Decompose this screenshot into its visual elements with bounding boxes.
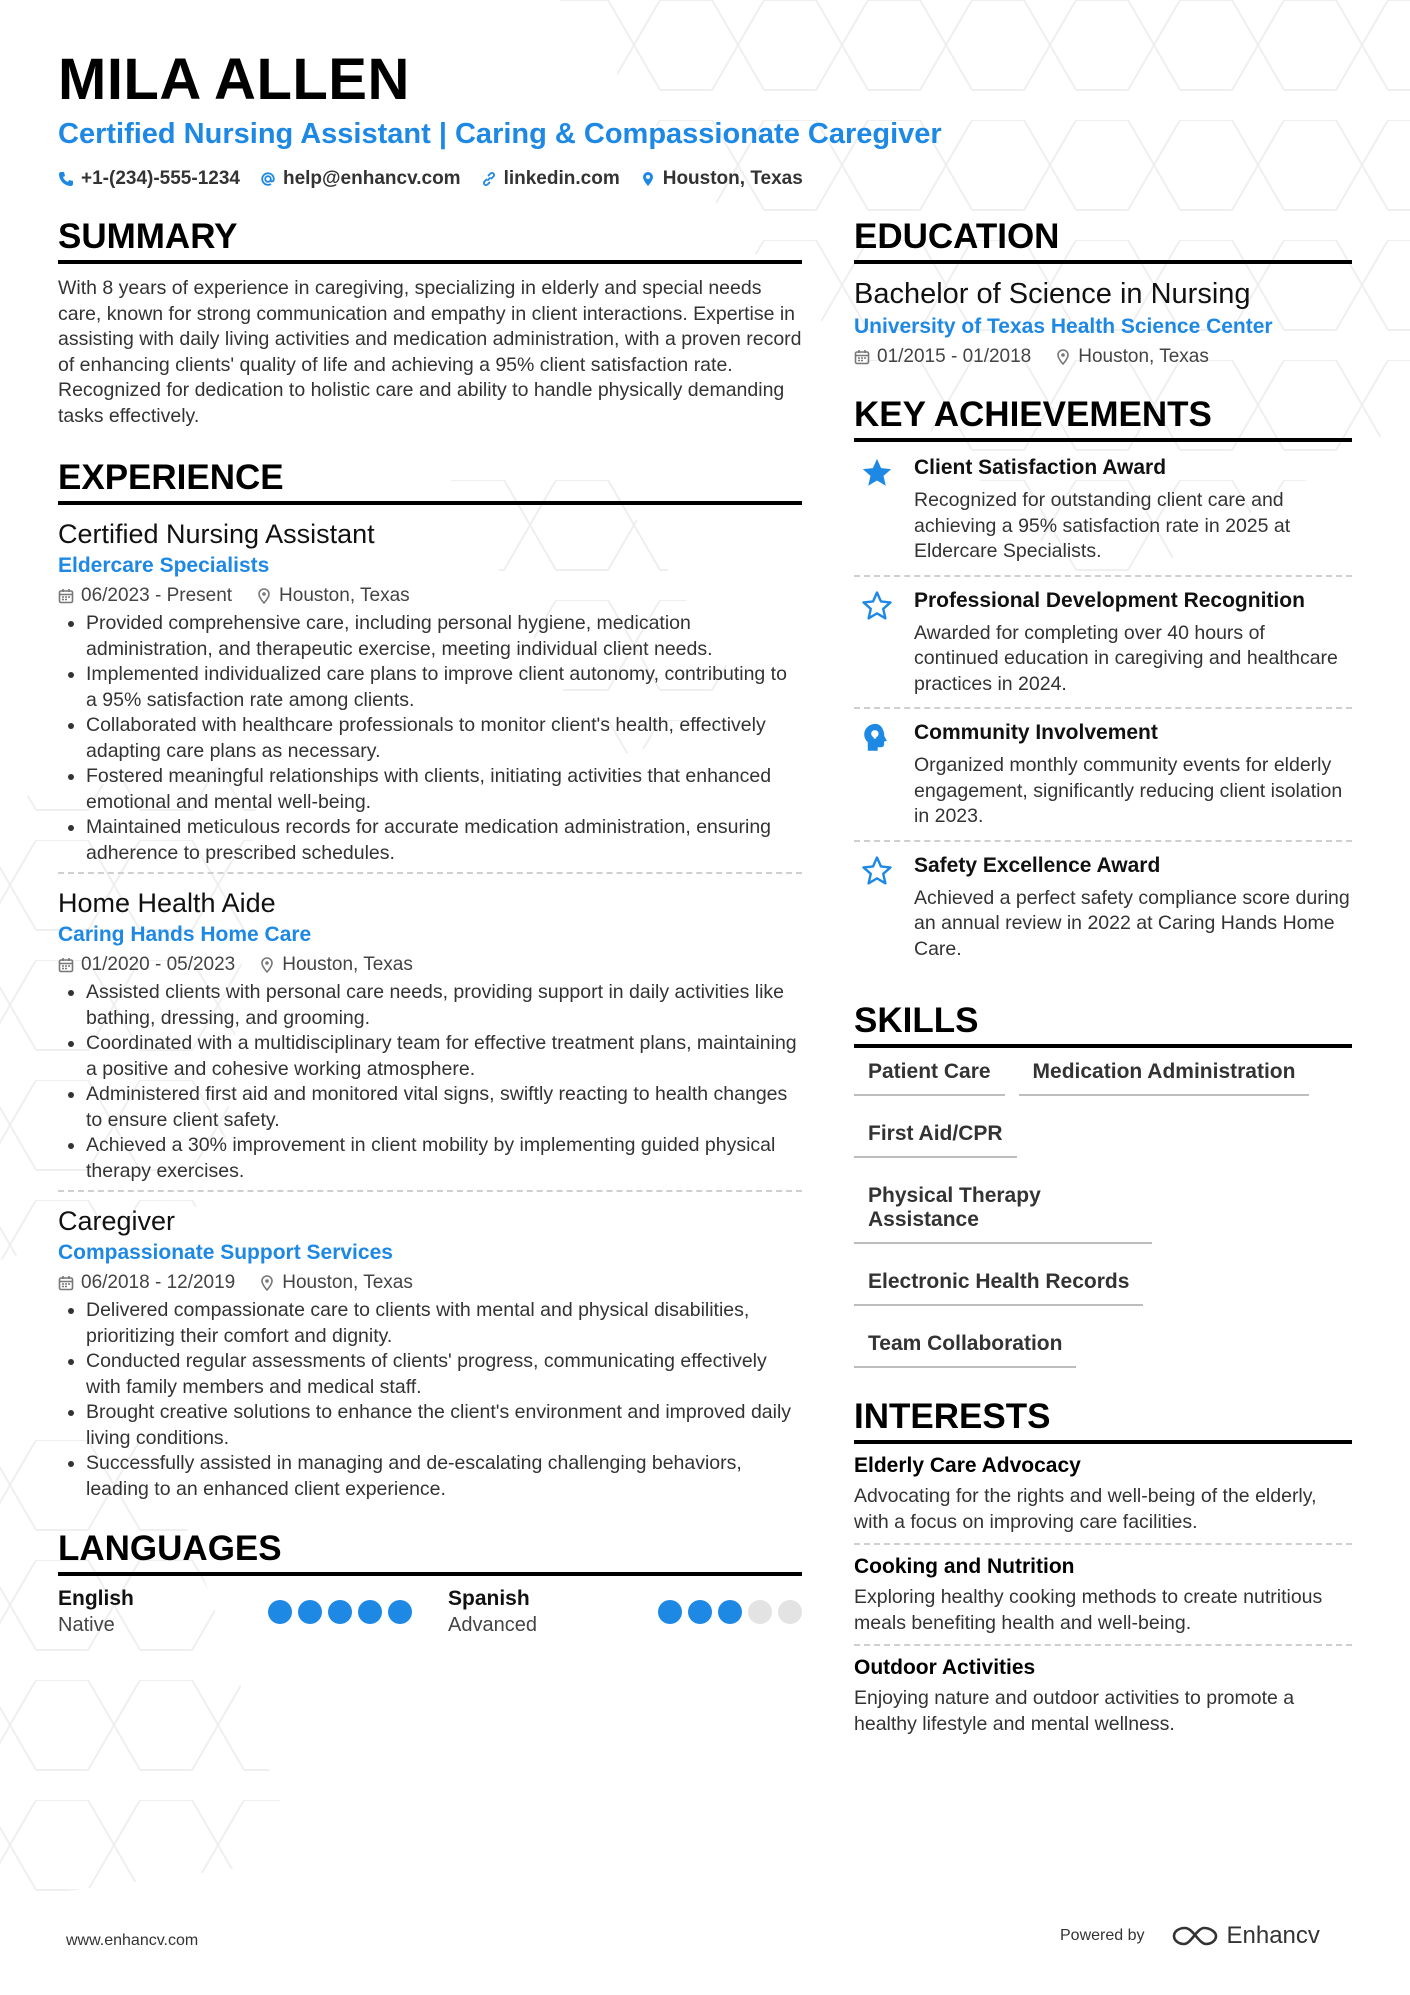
skills-list — [854, 1052, 1352, 1368]
star-filled-icon — [860, 456, 894, 490]
language-item — [58, 1586, 412, 1638]
location-pin-icon — [259, 1275, 275, 1291]
powered-by-label: Powered by — [1060, 1927, 1145, 1944]
location-pin-icon — [259, 957, 275, 973]
contact-linkedin-text: linkedin.com — [503, 168, 620, 189]
language-item — [448, 1586, 802, 1638]
education-title: EDUCATION — [854, 216, 1352, 264]
enhancv-logo[interactable] — [1171, 1922, 1320, 1950]
job-entry — [58, 1190, 802, 1508]
footer-website[interactable]: www.enhancv.com — [66, 1932, 199, 1949]
summary-text: With 8 years of experience in caregiving, specializing in elderly and special needs care, known for strong communication and empathy in client interactions. Expertise in assisting with daily living activities and medication administration, with a proven record of enhancing clients' quality of life and achieving a 95% client satisfaction rate. Recognized for dedication to holistic care and ability to handle physically demanding tasks effectively. — [58, 277, 802, 427]
interest-desc: Advocating for the rights and well-being of the elderly, with a focus on improving care facilities. — [854, 1485, 1317, 1533]
job-dates-text: 06/2018 - 12/2019 — [81, 1272, 236, 1293]
company-name: Caring Hands Home Care — [58, 923, 312, 946]
rating-dot-filled — [268, 1600, 292, 1624]
star-outline-icon — [860, 589, 894, 623]
job-meta — [58, 954, 802, 976]
interest-desc: Exploring healthy cooking methods to create nutritious meals benefiting health and well-being. — [854, 1586, 1323, 1634]
job-meta — [58, 1272, 802, 1294]
interest-item — [854, 1644, 1352, 1745]
achievement-desc: Recognized for outstanding client care and achieving a 95% satisfaction rate in 2025 at Eldercare Specialists. — [914, 489, 1291, 562]
language-info — [448, 1586, 537, 1638]
achievement-title: Safety Excellence Award — [914, 853, 1161, 877]
calendar-icon — [854, 349, 870, 365]
company-name: Eldercare Specialists — [58, 554, 270, 577]
contact-linkedin[interactable] — [481, 168, 620, 190]
calendar-icon — [58, 588, 74, 604]
job-location — [259, 954, 413, 976]
job-bullets — [58, 1298, 802, 1502]
education-dates — [854, 346, 1031, 368]
skills-title: SKILLS — [854, 1000, 1352, 1048]
degree-name: Bachelor of Science in Nursing — [854, 278, 1251, 310]
rating-dot-filled — [328, 1600, 352, 1624]
achievement-title: Professional Development Recognition — [914, 588, 1305, 612]
job-bullets — [58, 980, 802, 1184]
achievements-title: KEY ACHIEVEMENTS — [854, 394, 1352, 442]
rating-dot-filled — [688, 1600, 712, 1624]
rating-dot-empty — [748, 1600, 772, 1624]
job-dates — [58, 954, 235, 976]
candidate-name: MILA ALLEN — [58, 47, 410, 112]
job-bullet: • Conducted regular assessments of clients' progress, communicating effectively with family members and medical staff. — [86, 1349, 802, 1400]
job-location — [256, 585, 410, 607]
job-title: Caregiver — [58, 1206, 176, 1236]
achievements-section — [854, 394, 1352, 972]
brand-name: Enhancv — [1226, 1922, 1320, 1949]
job-bullet: • Brought creative solutions to enhance the client's environment and improved daily living conditions. — [86, 1400, 802, 1451]
job-meta — [58, 585, 802, 607]
skill-tag: Team Collaboration — [854, 1324, 1076, 1368]
language-name: Spanish — [448, 1587, 530, 1610]
achievement-desc: Achieved a perfect safety compliance score during an annual review in 2022 at Caring Hands Home Care. — [914, 886, 1350, 960]
achievement-item — [854, 575, 1352, 708]
education-location — [1055, 346, 1209, 368]
interests-title: INTERESTS — [854, 1396, 1352, 1444]
star-outline-icon — [860, 854, 894, 888]
job-dates — [58, 1272, 235, 1294]
contact-email-text: help@enhancv.com — [282, 168, 461, 189]
rating-dot-filled — [298, 1600, 322, 1624]
achievement-content — [914, 719, 1352, 830]
skill-tag: First Aid/CPR — [854, 1114, 1017, 1158]
language-level: Advanced — [448, 1614, 537, 1636]
achievement-desc: Awarded for completing over 40 hours of continued education in caregiving and healthcare practices in 2024. — [914, 621, 1338, 695]
achievement-icon-wrap — [854, 719, 900, 830]
job-entry — [58, 517, 802, 872]
skill-tag: Medication Administration — [1019, 1052, 1310, 1096]
education-dates-text: 01/2015 - 01/2018 — [877, 346, 1032, 367]
contact-location-text: Houston, Texas — [662, 168, 803, 189]
job-bullet: • Provided comprehensive care, including personal hygiene, medication administration, and therapeutic exercise, meeting individual client needs. — [86, 611, 802, 662]
candidate-headline: Certified Nursing Assistant | Caring & Compassionate Caregiver — [58, 118, 942, 150]
languages-list — [58, 1586, 802, 1638]
experience-section — [58, 457, 802, 1508]
job-bullet: • Assisted clients with personal care needs, providing support in daily activities like bathing, dressing, and grooming. — [86, 980, 802, 1031]
job-location-text: Houston, Texas — [282, 1272, 413, 1293]
job-title: Home Health Aide — [58, 888, 276, 918]
calendar-icon — [58, 1275, 74, 1291]
interest-title: Outdoor Activities — [854, 1656, 1036, 1679]
summary-section — [58, 216, 802, 429]
achievement-content — [914, 454, 1352, 565]
phone-icon — [58, 171, 74, 187]
rating-dot-filled — [388, 1600, 412, 1624]
achievement-icon-wrap — [854, 587, 900, 698]
skill-tag: Electronic Health Records — [854, 1262, 1143, 1306]
interests-section — [854, 1396, 1352, 1745]
calendar-icon — [58, 957, 74, 973]
language-level: Native — [58, 1614, 115, 1636]
job-bullet: • Collaborated with healthcare professionals to monitor client's health, effectively adapting care plans as necessary. — [86, 713, 802, 764]
language-rating — [268, 1600, 412, 1624]
contact-phone[interactable] — [58, 168, 240, 190]
school-name: University of Texas Health Science Center — [854, 315, 1273, 338]
experience-title: EXPERIENCE — [58, 457, 802, 505]
achievement-icon-wrap — [854, 454, 900, 565]
skill-tag: Physical Therapy Assistance — [854, 1176, 1152, 1244]
achievement-desc: Organized monthly community events for elderly engagement, significantly reducing client isolation in 2023. — [914, 754, 1343, 827]
skills-section — [854, 1000, 1352, 1368]
achievement-item — [854, 707, 1352, 840]
achievement-title: Community Involvement — [914, 721, 1158, 744]
location-pin-icon — [1055, 349, 1071, 365]
head-idea-icon — [860, 721, 894, 755]
location-pin-icon — [640, 171, 656, 187]
rating-dot-empty — [778, 1600, 802, 1624]
education-meta — [854, 346, 1352, 368]
interest-title: Elderly Care Advocacy — [854, 1454, 1081, 1477]
rating-dot-filled — [658, 1600, 682, 1624]
job-bullet: • Achieved a 30% improvement in client mobility by implementing guided physical therapy exercises. — [86, 1133, 802, 1184]
left-column — [58, 216, 802, 1638]
job-bullet: • Successfully assisted in managing and de-escalating challenging behaviors, leading to an enhanced client experience. — [86, 1451, 802, 1502]
job-dates-text: 01/2020 - 05/2023 — [81, 954, 236, 975]
job-bullet: • Maintained meticulous records for accurate medication administration, ensuring adherence to prescribed schedules. — [86, 815, 802, 866]
location-pin-icon — [256, 588, 272, 604]
achievement-item — [854, 840, 1352, 973]
contact-bar — [58, 168, 803, 190]
contact-location — [640, 168, 803, 190]
footer-branding — [1060, 1922, 1320, 1950]
achievement-title: Client Satisfaction Award — [914, 456, 1167, 479]
job-location-text: Houston, Texas — [279, 585, 410, 606]
language-info — [58, 1586, 134, 1638]
job-bullet: • Delivered compassionate care to clients with mental and physical disabilities, prioritizing their comfort and dignity. — [86, 1298, 802, 1349]
job-dates — [58, 585, 232, 607]
education-location-text: Houston, Texas — [1078, 346, 1209, 367]
interest-title: Cooking and Nutrition — [854, 1555, 1075, 1578]
achievement-item — [854, 444, 1352, 575]
link-icon — [481, 171, 497, 187]
job-bullets — [58, 611, 802, 866]
language-rating — [658, 1600, 802, 1624]
job-bullet: • Implemented individualized care plans to improve client autonomy, contributing to a 95% satisfaction rate among clients. — [86, 662, 802, 713]
right-column — [854, 216, 1352, 1745]
education-section — [854, 216, 1352, 368]
at-icon — [260, 171, 276, 187]
interest-item — [854, 1543, 1352, 1644]
language-name: English — [58, 1587, 134, 1610]
company-name: Compassionate Support Services — [58, 1241, 393, 1264]
languages-title: LANGUAGES — [58, 1528, 802, 1576]
job-bullet: • Fostered meaningful relationships with clients, initiating activities that enhanced emotional and mental well-being. — [86, 764, 802, 815]
interest-desc: Enjoying nature and outdoor activities to promote a healthy lifestyle and mental wellness. — [854, 1687, 1295, 1735]
job-bullet: • Coordinated with a multidisciplinary team for effective treatment plans, maintaining a positive and cohesive working atmosphere. — [86, 1031, 802, 1082]
rating-dot-filled — [358, 1600, 382, 1624]
achievement-icon-wrap — [854, 852, 900, 963]
rating-dot-filled — [718, 1600, 742, 1624]
contact-email[interactable] — [260, 168, 461, 190]
interest-item — [854, 1448, 1352, 1543]
achievement-content — [914, 587, 1352, 698]
skill-tag: Patient Care — [854, 1052, 1005, 1096]
summary-title: SUMMARY — [58, 216, 802, 264]
job-entry — [58, 872, 802, 1190]
job-location-text: Houston, Texas — [282, 954, 413, 975]
achievement-content — [914, 852, 1352, 963]
job-title: Certified Nursing Assistant — [58, 519, 375, 549]
languages-section — [58, 1528, 802, 1638]
job-bullet: • Administered first aid and monitored vital signs, swiftly reacting to health changes to ensure client safety. — [86, 1082, 802, 1133]
job-dates-text: 06/2023 - Present — [81, 585, 233, 606]
job-location — [259, 1272, 413, 1294]
enhancv-logo-icon — [1171, 1923, 1219, 1949]
contact-phone-text: +1-(234)-555-1234 — [81, 168, 240, 189]
